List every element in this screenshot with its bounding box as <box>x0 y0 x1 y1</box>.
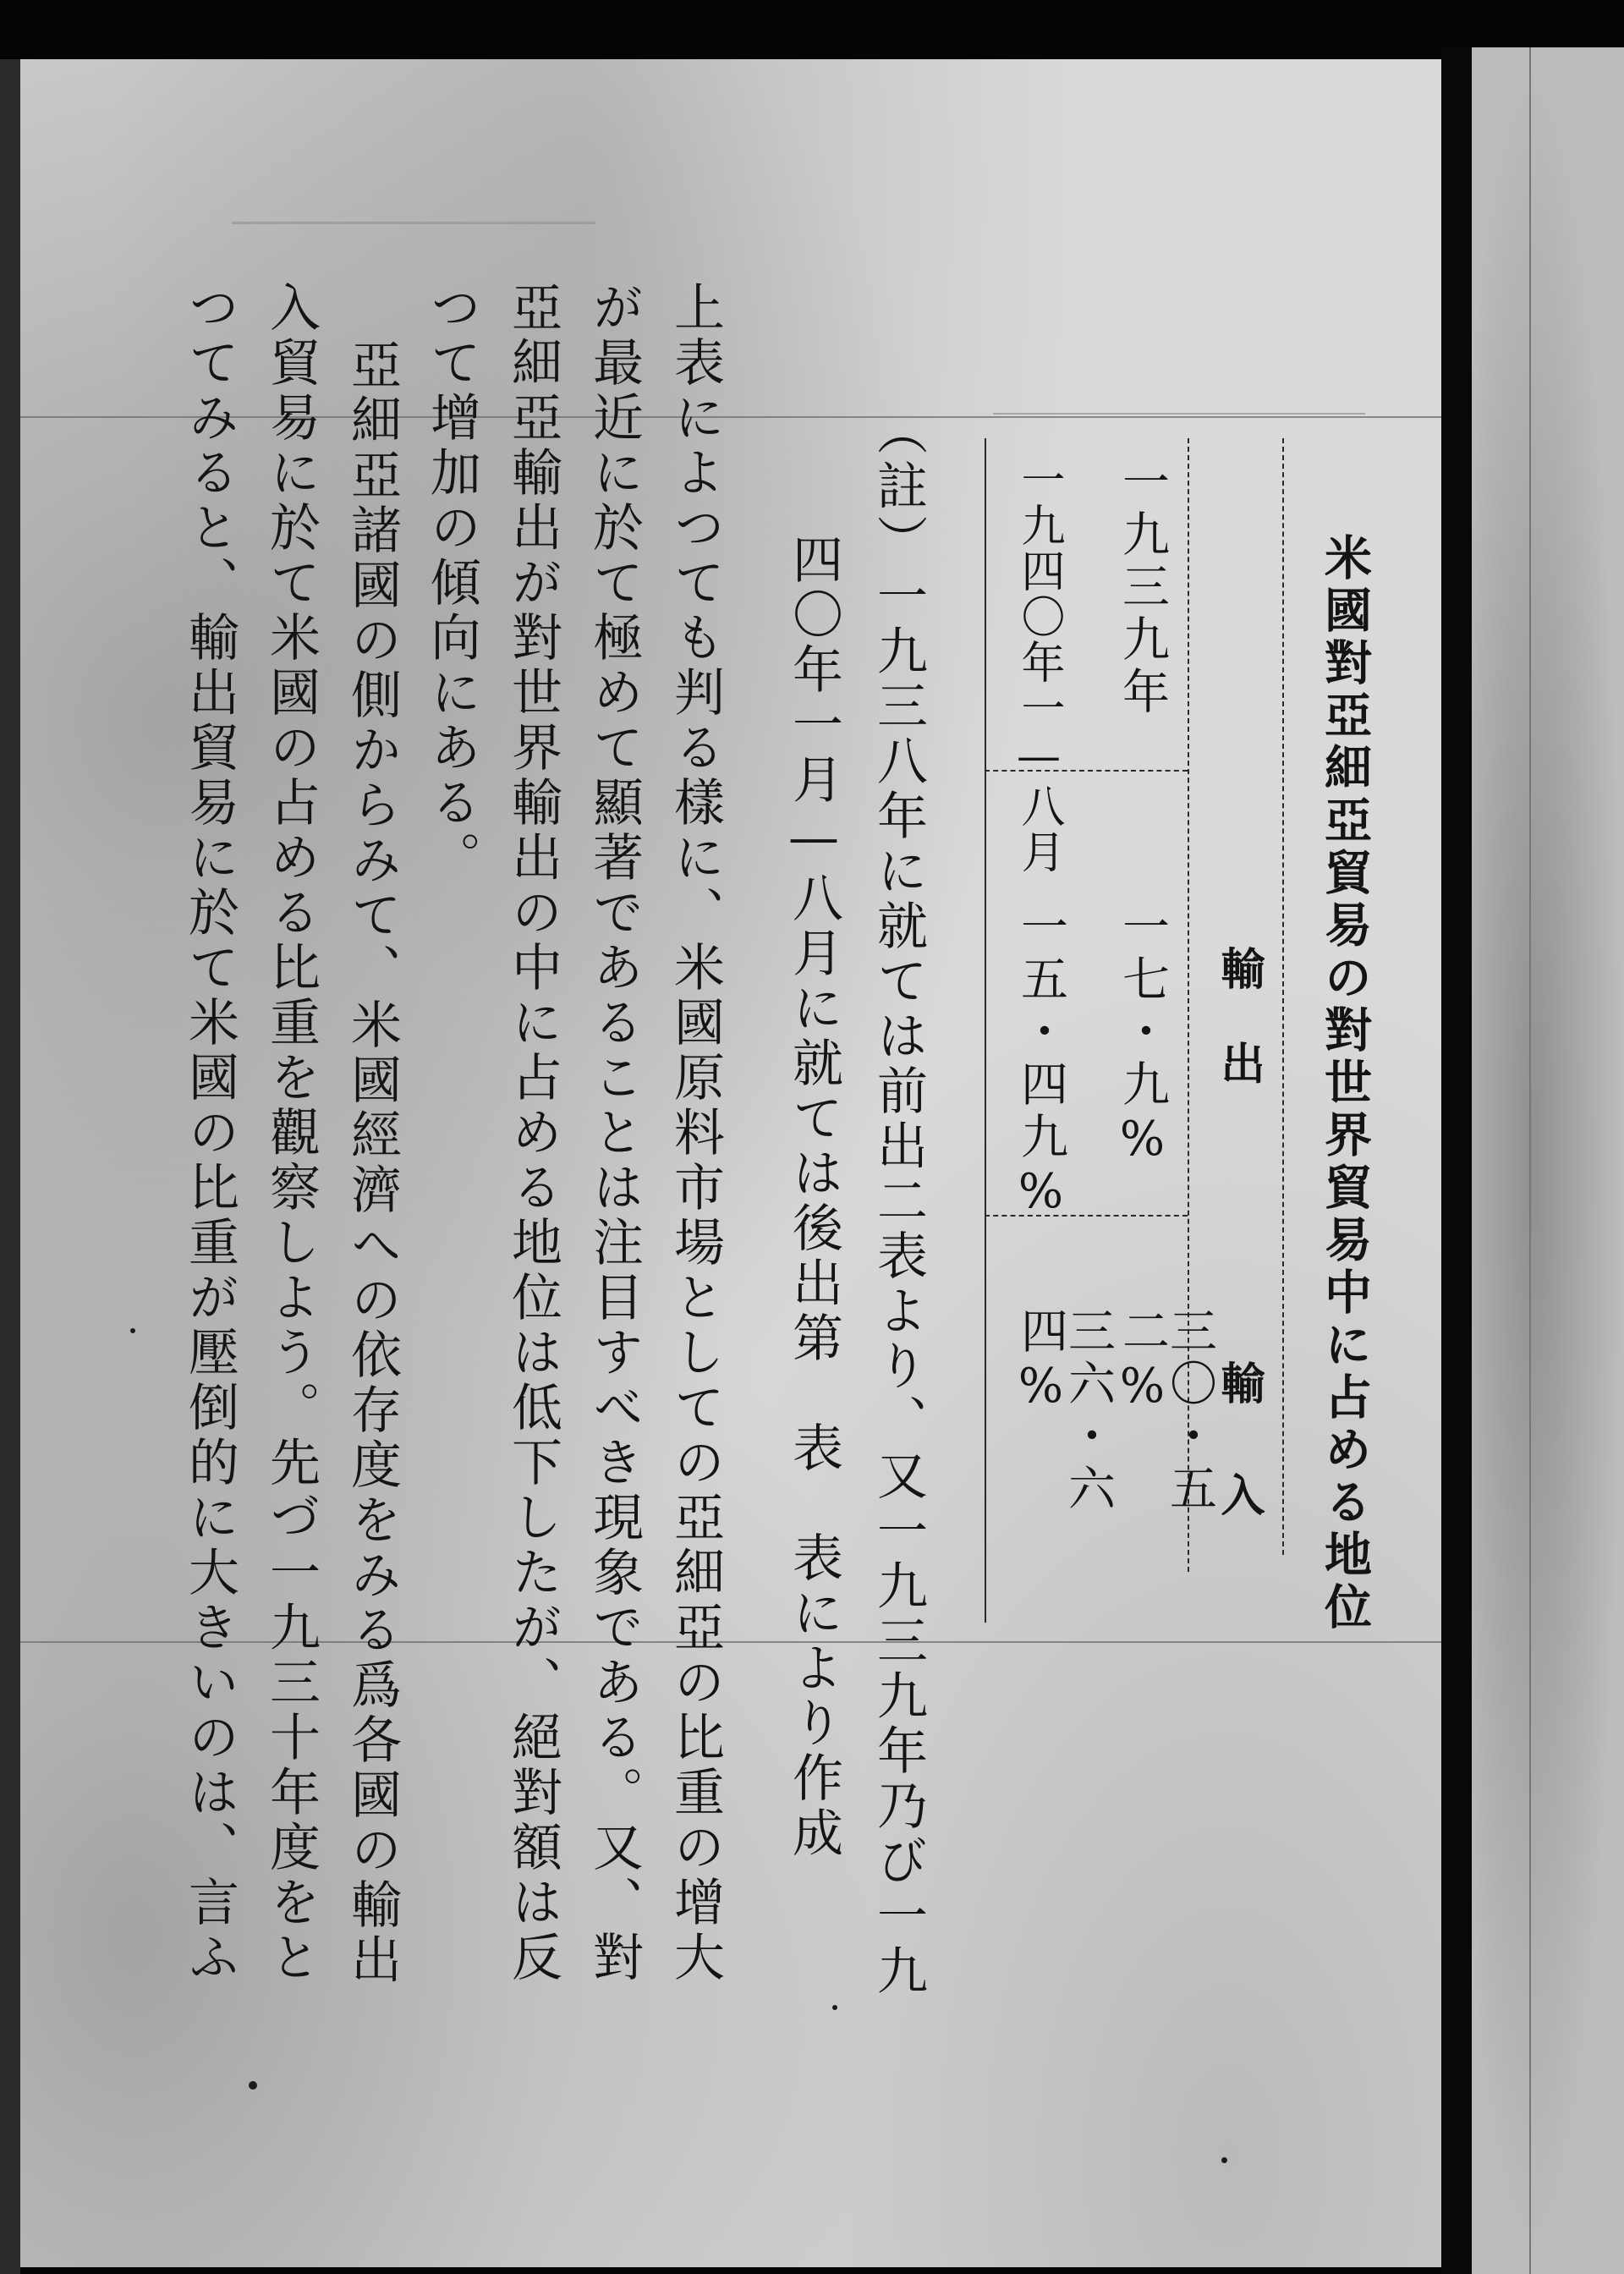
table-note-line: （註）一九三八年に就ては前出二表より、又一九三九年乃び一九 <box>869 404 928 1999</box>
table-title: 米國對亞細亞貿易の對世界貿易中に占める地位 <box>1317 533 1373 1634</box>
trade-share-table <box>985 438 1289 1623</box>
page-left-edge <box>0 59 20 2274</box>
facing-page-line <box>1529 47 1531 2274</box>
body-text-line: 亞細亞輸出が對世界輸出の中に占める地位は低下したが、絕對額は反 <box>503 281 562 1986</box>
scan-speck <box>130 1328 135 1333</box>
header-export: 輸出 <box>1213 946 1265 1135</box>
body-text-line: が最近に於て極めて顯著であることは注目すべき現象である。又、對 <box>584 281 644 1986</box>
scan-speck <box>1221 2157 1227 2163</box>
row-import-value: 三〇・五二% <box>1115 1306 1217 1516</box>
facing-page-edge <box>1472 47 1624 2274</box>
book-gutter <box>1441 47 1472 2274</box>
table-border-right <box>1282 438 1284 1555</box>
faint-printed-line <box>232 222 595 224</box>
scan-speck <box>832 2005 837 2010</box>
row-period: 一九四〇年一—八月 <box>1013 457 1064 875</box>
table-border-left <box>985 438 986 1623</box>
row-period: 一九三九年 <box>1115 457 1170 719</box>
document-page <box>20 59 1441 2267</box>
header-import: 輸入 <box>1213 1360 1265 1584</box>
row-export-value: 一七・九% <box>1115 902 1170 1172</box>
table-top-line <box>993 413 1365 415</box>
body-text-line: 上表によつても判る樣に、米國原料市場としての亞細亞の比重の增大 <box>666 281 725 1986</box>
body-text-line: 入貿易に於て米國の占める比重を觀察しよう。先づ一九三十年度をと <box>261 281 321 1986</box>
body-text-line: つてみると、輸出貿易に於て米國の比重が壓倒的に大きいのは、言ふ <box>180 281 239 1986</box>
row-export-value: 一五・四九% <box>1013 902 1068 1224</box>
body-text-line: 亞細亞諸國の側からみて、米國經濟への依存度をみる爲各國の輸出 <box>343 338 402 1988</box>
body-text-line: つて增加の傾向にある。 <box>422 281 481 886</box>
scan-speck <box>249 2081 257 2090</box>
row-import-value: 三六・六四% <box>1013 1306 1116 1516</box>
table-note-line: 四〇年一月—八月に就ては後出第 表 表により作成 <box>784 533 843 1861</box>
